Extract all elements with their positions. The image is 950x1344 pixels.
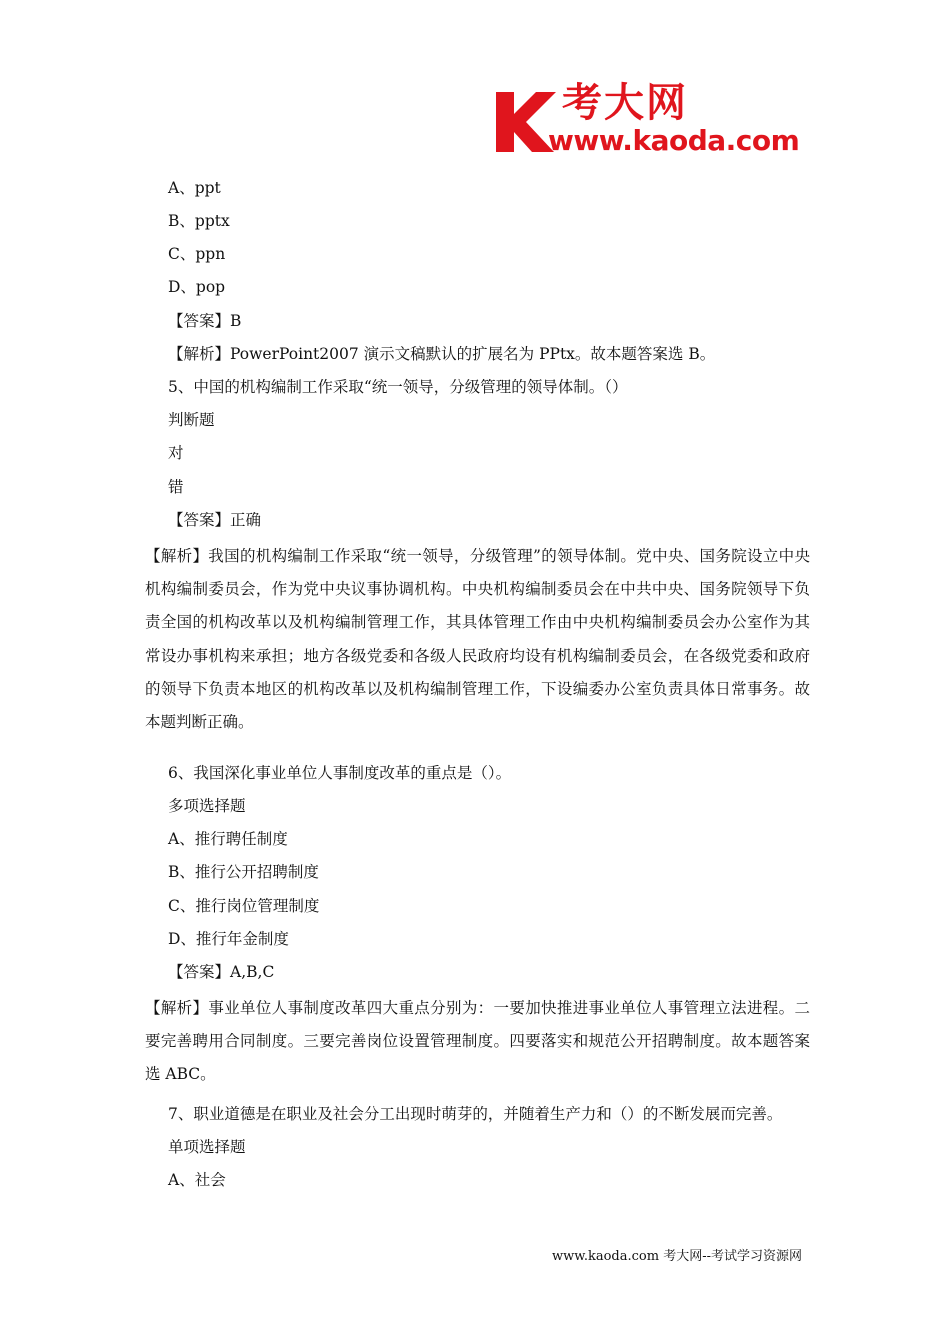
q6-analysis: 【解析】事业单位人事制度改革四大重点分别为：一要加快推进事业单位人事管理立法进程。二要完善聘用合同制度。三要完善岗位设置管理制度。四要落实和规范公开招聘制度。故本题答案选 ABC。 <box>145 999 810 1084</box>
page-footer: www.kaoda.com 考大网--考试学习资源网 <box>552 1249 802 1264</box>
q6-type: 多项选择题 <box>168 797 246 815</box>
q6-question: 6、我国深化事业单位人事制度改革的重点是（）。 <box>168 764 512 782</box>
logo-url: www.kaoda.com <box>548 124 800 157</box>
q7-type: 单项选择题 <box>168 1138 246 1156</box>
q7-option-a: A、社会 <box>168 1171 226 1189</box>
kaoda-logo <box>492 80 812 160</box>
q4-option-a: A、ppt <box>168 179 221 197</box>
q5-answer: 【答案】正确 <box>168 511 262 529</box>
q5-type: 判断题 <box>168 411 215 429</box>
q6-option-c: C、推行岗位管理制度 <box>168 897 320 915</box>
q4-analysis: 【解析】PowerPoint2007 演示文稿默认的扩展名为 PPtx。故本题答案选 B。 <box>168 345 716 363</box>
q4-answer: 【答案】B <box>168 312 242 330</box>
q6-option-d: D、推行年金制度 <box>168 930 289 948</box>
q5-option-false: 错 <box>168 478 184 496</box>
logo-chinese-name: 考大网 <box>562 80 688 126</box>
q4-option-b: B、pptx <box>168 212 230 230</box>
q6-answer: 【答案】A,B,C <box>168 963 275 981</box>
q6-option-b: B、推行公开招聘制度 <box>168 863 319 881</box>
q5-option-true: 对 <box>168 444 184 462</box>
q6-option-a: A、推行聘任制度 <box>168 830 288 848</box>
q5-analysis: 【解析】我国的机构编制工作采取“统一领导，分级管理”的领导体制。党中央、国务院设立中央机构编制委员会，作为党中央议事协调机构。中央机构编制委员会在中共中央、国务院领导下负责全国的机构改革以及机构编制管理工作，其具体管理工作由中央机构编制委员会办公室作为其常设办事机构来承担；地方各级党委和各级人民政府均设有机构编制委员会，在各级党委和政府的领导下负责本地区的机构改革以及机构编制管理工作，下设编委办公室负责具体日常事务。故本题判断正确。 <box>145 547 810 732</box>
q4-option-d: D、pop <box>168 278 226 296</box>
q7-question: 7、职业道德是在职业及社会分工出现时萌芽的，并随着生产力和（）的不断发展而完善。 <box>168 1105 783 1123</box>
q4-option-c: C、ppn <box>168 245 226 263</box>
q5-question: 5、中国的机构编制工作采取“统一领导，分级管理的领导体制。（） <box>168 378 628 396</box>
